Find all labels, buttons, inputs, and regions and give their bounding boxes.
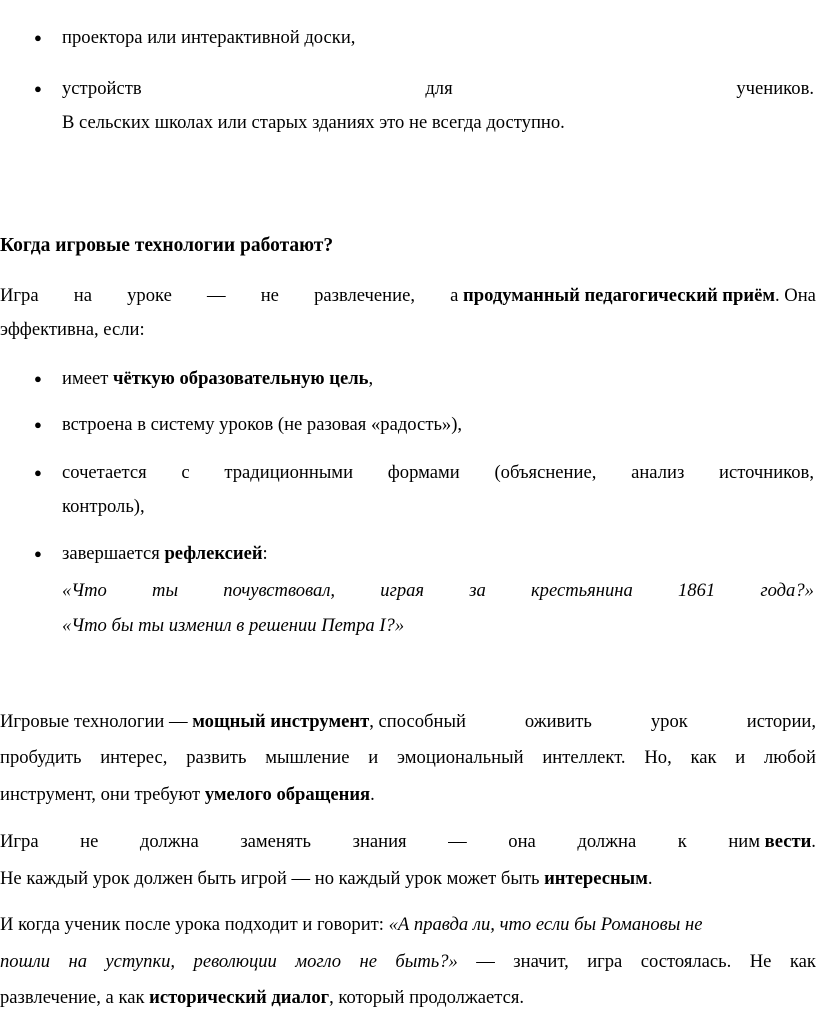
paragraph-line: Игровые технологии — мощный инструмент, способный оживить урок истории,	[0, 711, 816, 732]
paragraph-line: эффективна, если:	[0, 319, 145, 340]
bullet-icon: ●	[34, 371, 42, 386]
paragraph-line: Игра на уроке — не развлечение, а продуманный педагогический приём. Она	[0, 285, 816, 306]
paragraph-line: Не каждый урок должен быть игрой — но каждый урок может быть интересным.	[0, 868, 653, 889]
list-item: завершается рефлексией:	[62, 543, 268, 564]
paragraph-line: развлечение, а как исторический диалог, который продолжается.	[0, 987, 525, 1008]
list-item: имеет чёткую образовательную цель,	[62, 368, 374, 389]
bullet-icon: ●	[34, 546, 42, 561]
list-item-continuation: контроль),	[62, 496, 145, 517]
bullet-icon: ●	[34, 81, 42, 96]
bold-phrase: продуманный педагогический приём	[463, 285, 775, 306]
paragraph-line: пошли на уступки, революции могло не быть?» — значит, игра состоялась. Не как	[0, 951, 816, 972]
list-item: проектора или интерактивной доски,	[62, 27, 356, 48]
bullet-icon: ●	[34, 465, 42, 480]
list-item-continuation: В сельских школах или старых зданиях это не всегда доступно.	[62, 112, 565, 133]
paragraph-line: инструмент, они требуют умелого обращения.	[0, 784, 375, 805]
list-item: встроена в систему уроков (не разовая «радость»),	[62, 414, 463, 435]
paragraph-line: пробудить интерес, развить мышление и эмоциональный интеллект. Но, как и любой	[0, 747, 816, 768]
list-item: устройств для учеников.	[62, 78, 814, 99]
quote-line: «Что ты почувствовал, играя за крестьянина 1861 года?»	[62, 580, 814, 601]
bullet-icon: ●	[34, 417, 42, 432]
list-item: сочетается с традиционными формами (объяснение, анализ источников,	[62, 462, 814, 483]
paragraph-line: Игра не должна заменять знания — она должна к ним вести.	[0, 831, 816, 852]
bullet-icon: ●	[34, 30, 42, 45]
section-heading: Когда игровые технологии работают?	[0, 235, 334, 256]
quote-line: «Что бы ты изменил в решении Петра I?»	[62, 615, 405, 636]
paragraph-line: И когда ученик после урока подходит и говорит: «А правда ли, что если бы Романовы не	[0, 914, 703, 935]
